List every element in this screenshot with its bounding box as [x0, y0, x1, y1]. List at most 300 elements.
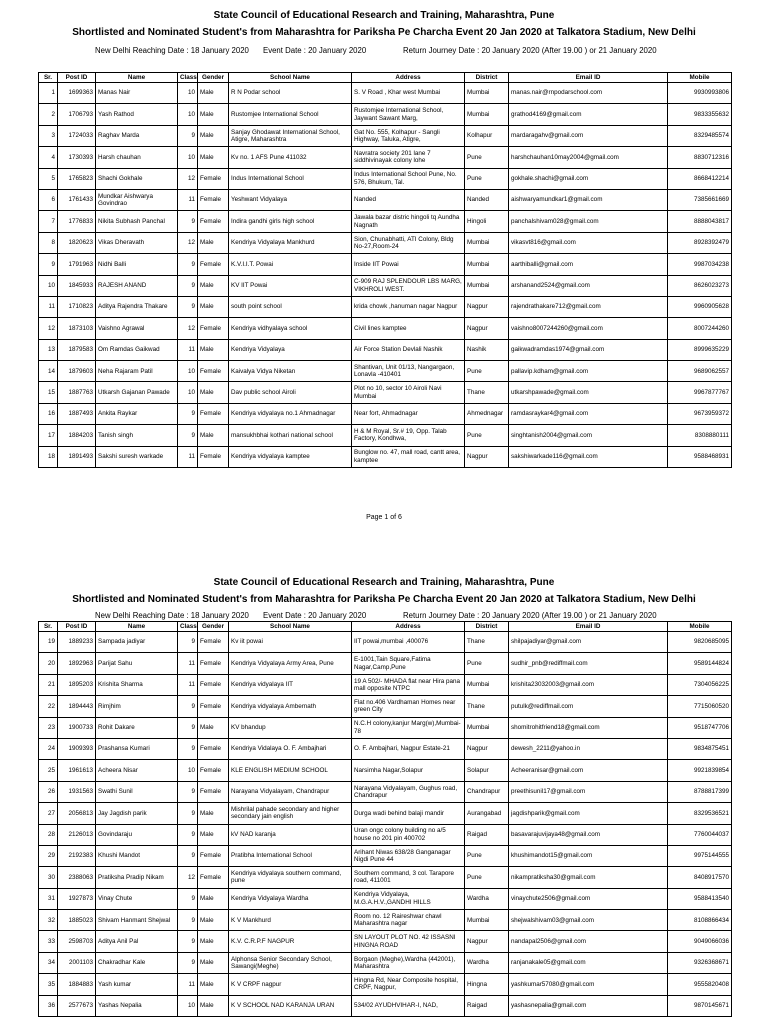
table-row: [39, 824, 732, 845]
table-cell: 9820685095: [668, 632, 732, 653]
table-cell: Kv iit powai: [229, 632, 352, 653]
table-cell: Khushi Mandot: [96, 845, 178, 866]
table-cell: 20: [39, 653, 58, 674]
table-cell: Flat no.406 Vardhaman Homes near green City: [352, 696, 465, 717]
table-cell: aishwaryamundkar1@gmail.com: [509, 189, 668, 210]
column-header: Post ID: [58, 622, 96, 632]
table-cell: Ankita Raykar: [96, 403, 178, 424]
table-cell: N.C.H colony,kanjur Marg(w),Mumbai-78: [352, 717, 465, 738]
table-cell: jagdishparik@gmail.com: [509, 803, 668, 824]
table-cell: 1887493: [58, 403, 96, 424]
table-cell: Nikita Subhash Panchal: [96, 211, 178, 232]
table-cell: Alphonsa Senior Secondary School, Sawangi(Meghe): [229, 952, 352, 973]
table-cell: 2001103: [58, 952, 96, 973]
table-cell: Male: [198, 296, 229, 317]
table-cell: 8999635229: [668, 339, 732, 360]
column-header: District: [465, 73, 509, 83]
table-cell: Navratra society 201 lane 7 siddhivinayak colony lohe: [352, 147, 465, 168]
table-cell: Male: [198, 125, 229, 146]
table-cell: 14: [39, 361, 58, 382]
column-header: Mobile: [668, 622, 732, 632]
table-cell: Male: [198, 104, 229, 125]
table-row: [39, 781, 732, 802]
table-cell: 1: [39, 83, 58, 104]
table-cell: Sanjay Ghodawat International School, Atigre, Maharashtra: [229, 125, 352, 146]
table-cell: 7385661669: [668, 189, 732, 210]
table-cell: Jay Jagdish parik: [96, 803, 178, 824]
table-cell: harshchauhan10may2004@gmail.com: [509, 147, 668, 168]
table-cell: K V SCHOOL NAD KARANJA URAN: [229, 995, 352, 1016]
table-cell: Nanded: [465, 189, 509, 210]
table-cell: mansukhbhai kothari national school: [229, 425, 352, 446]
table-cell: 12: [178, 318, 198, 339]
table-cell: utkarshpawade@gmail.com: [509, 382, 668, 403]
table-cell: vinaychute2506@gmail.com: [509, 888, 668, 909]
table-cell: Male: [198, 974, 229, 995]
column-header: Gender: [198, 622, 229, 632]
table-cell: Shachi Gokhale: [96, 168, 178, 189]
table-cell: 9: [39, 254, 58, 275]
table-cell: 1710823: [58, 296, 96, 317]
table-cell: Female: [198, 867, 229, 888]
table-cell: Kendriya vidyalaya no.1 Ahmadnagar: [229, 403, 352, 424]
table-cell: Kv no. 1 AFS Pune 411032: [229, 147, 352, 168]
table-cell: Nagpur: [465, 738, 509, 759]
table-cell: Aurangabad: [465, 803, 509, 824]
table-cell: Acheera Nisar: [96, 760, 178, 781]
table-cell: 9: [178, 275, 198, 296]
table-cell: 24: [39, 738, 58, 759]
table-cell: Kendriya Vidyalaya Wardha: [229, 888, 352, 909]
table-cell: 1931563: [58, 781, 96, 802]
table-cell: H & M Royal, Sr.# 19, Opp. Talab Factory, Kondhwa,: [352, 425, 465, 446]
table-cell: Pune: [465, 425, 509, 446]
table-cell: 9326368671: [668, 952, 732, 973]
table-cell: Female: [198, 696, 229, 717]
table-row: [39, 296, 732, 317]
table-cell: 9960905628: [668, 296, 732, 317]
table-cell: 3: [39, 125, 58, 146]
table-cell: 9975144555: [668, 845, 732, 866]
table-cell: 1730393: [58, 147, 96, 168]
table-cell: Vaishno Agrawal: [96, 318, 178, 339]
table-cell: 4: [39, 147, 58, 168]
table-cell: Ahmednagar: [465, 403, 509, 424]
table-cell: Shantivan, Unit 01/13, Nangargaon, Lonavla -410401: [352, 361, 465, 382]
table-cell: Mumbai: [465, 910, 509, 931]
table-row: [39, 104, 732, 125]
table-row: [39, 403, 732, 424]
table-cell: Harsh chauhan: [96, 147, 178, 168]
table-cell: O. F. Ambajhari, Nagpur Estate-21: [352, 738, 465, 759]
table-cell: 10: [39, 275, 58, 296]
table-cell: KLE ENGLISH MEDIUM SCHOOL: [229, 760, 352, 781]
table-row: [39, 125, 732, 146]
table-cell: 1845933: [58, 275, 96, 296]
table-row: [39, 845, 732, 866]
table-cell: yashasnepalia@gmail.com: [509, 995, 668, 1016]
table-cell: 8408917570: [668, 867, 732, 888]
column-header: Address: [352, 622, 465, 632]
table-cell: 9967877767: [668, 382, 732, 403]
table-cell: Wardha: [465, 888, 509, 909]
table-cell: 11: [178, 674, 198, 695]
table-cell: Male: [198, 232, 229, 253]
table-cell: Kaivalya Vidya Niketan: [229, 361, 352, 382]
table-cell: 2126013: [58, 824, 96, 845]
table-cell: 9: [178, 632, 198, 653]
table-cell: Mumbai: [465, 83, 509, 104]
table-header: [39, 622, 732, 632]
table-cell: basavarajuvijaya48@gmail.com: [509, 824, 668, 845]
table-cell: 12: [39, 318, 58, 339]
table-row: [39, 952, 732, 973]
table-cell: 19 A 502/- MHADA flat near Hira pana mall opposite NTPC: [352, 674, 465, 695]
table-cell: Rohit Dakare: [96, 717, 178, 738]
table-cell: Kendriya Vidyalaya: [229, 339, 352, 360]
table-cell: singhtanish2004@gmail.com: [509, 425, 668, 446]
table-cell: 8108866434: [668, 910, 732, 931]
table-cell: 17: [39, 425, 58, 446]
table-row: [39, 696, 732, 717]
table-cell: 30: [39, 867, 58, 888]
table-cell: 9555820408: [668, 974, 732, 995]
table-cell: Hingna Rd, Near Composite hospital, CRPF, Nagpur,: [352, 974, 465, 995]
table-cell: 1892963: [58, 653, 96, 674]
return-date: Return Journey Date : 20 January 2020 (After 19.00 ) or 21 January 2020: [403, 46, 657, 55]
table-row: [39, 738, 732, 759]
table-cell: 9: [178, 952, 198, 973]
table-cell: Male: [198, 717, 229, 738]
table-cell: Manas Nair: [96, 83, 178, 104]
table-cell: Narayana Vidyalayam, Chandrapur: [229, 781, 352, 802]
table-cell: Jawala bazar distric hingoli tq Aundha Nagnath: [352, 211, 465, 232]
table-cell: Yash kumar: [96, 974, 178, 995]
table-cell: K.V. C.R.P.F NAGPUR: [229, 931, 352, 952]
column-header: Class: [178, 73, 198, 83]
table-cell: Indus International School: [229, 168, 352, 189]
table-row: [39, 446, 732, 467]
table-cell: 9833355632: [668, 104, 732, 125]
table-cell: Male: [198, 910, 229, 931]
table-body: [39, 83, 732, 468]
table-cell: 1699363: [58, 83, 96, 104]
table-cell: Rustomjee International School: [229, 104, 352, 125]
table-cell: E-1001,Tain Square,Fatima Nagar,Camp,Pune: [352, 653, 465, 674]
table-row: [39, 211, 732, 232]
table-body: [39, 632, 732, 1017]
table-cell: 28: [39, 824, 58, 845]
table-cell: Female: [198, 632, 229, 653]
table-cell: 11: [178, 653, 198, 674]
page-subtitle: Shortlisted and Nominated Student's from Maharashtra for Pariksha Pe Charcha Event 20 Jan 2020 at Talkatora Stadium, New Delhi: [72, 27, 696, 38]
table-cell: 5: [39, 168, 58, 189]
event-date: Event Date : 20 January 2020: [263, 611, 367, 620]
table-cell: 9: [178, 125, 198, 146]
table-cell: 1889233: [58, 632, 96, 653]
table-cell: Hingoli: [465, 211, 509, 232]
table-cell: Utkarsh Gajanan Pawade: [96, 382, 178, 403]
table-row: [39, 910, 732, 931]
table-cell: 27: [39, 803, 58, 824]
table-row: [39, 632, 732, 653]
table-cell: Mumbai: [465, 674, 509, 695]
table-cell: Arihant Niwas 638/28 Ganganagar Nigdi Pune 44: [352, 845, 465, 866]
table-cell: 8788817399: [668, 781, 732, 802]
table-cell: Inside IIT Powai: [352, 254, 465, 275]
table-cell: 1791963: [58, 254, 96, 275]
table-cell: Prashansa Kumari: [96, 738, 178, 759]
table-cell: Nidhi Balli: [96, 254, 178, 275]
table-cell: 8308880111: [668, 425, 732, 446]
table-cell: manas.nair@rnpodarschool.com: [509, 83, 668, 104]
table-cell: Yeshwant Vidyalaya: [229, 189, 352, 210]
column-header: Email ID: [509, 73, 668, 83]
table-row: [39, 254, 732, 275]
table-cell: krida chowk ,hanuman nagar Nagpur: [352, 296, 465, 317]
table-cell: kV NAD karanja: [229, 824, 352, 845]
table-cell: Female: [198, 738, 229, 759]
table-cell: 8007244260: [668, 318, 732, 339]
return-date: Return Journey Date : 20 January 2020 (After 19.00 ) or 21 January 2020: [403, 611, 657, 620]
table-cell: 8329485574: [668, 125, 732, 146]
table-cell: Male: [198, 339, 229, 360]
table-cell: Male: [198, 952, 229, 973]
table-cell: 9987034238: [668, 254, 732, 275]
table-row: [39, 189, 732, 210]
table-cell: Indira gandhi girls high school: [229, 211, 352, 232]
table-cell: 9589144824: [668, 653, 732, 674]
table-cell: 7715060520: [668, 696, 732, 717]
table-cell: Female: [198, 653, 229, 674]
table-cell: 1873103: [58, 318, 96, 339]
table-cell: Mundkar Aishwarya Govindrao: [96, 189, 178, 210]
table-cell: 8888043817: [668, 211, 732, 232]
students-table: [38, 621, 732, 1017]
table-cell: Kendriya vidyalaya IIT: [229, 674, 352, 695]
table-cell: 9: [178, 781, 198, 802]
table-row: [39, 147, 732, 168]
column-header: Gender: [198, 73, 229, 83]
table-cell: 12: [178, 168, 198, 189]
table-cell: Male: [198, 83, 229, 104]
table-cell: 11: [178, 974, 198, 995]
table-cell: Aditya Anil Pal: [96, 931, 178, 952]
table-cell: 1885023: [58, 910, 96, 931]
table-cell: rajendrathakare712@gmail.com: [509, 296, 668, 317]
table-cell: 10: [178, 147, 198, 168]
table-cell: Mumbai: [465, 104, 509, 125]
table-cell: 9921839854: [668, 760, 732, 781]
table-row: [39, 760, 732, 781]
table-cell: Mumbai: [465, 275, 509, 296]
table-cell: IIT powai,mumbai ,400076: [352, 632, 465, 653]
table-cell: 1776833: [58, 211, 96, 232]
column-header: Sr.: [39, 73, 58, 83]
table-cell: 29: [39, 845, 58, 866]
table-row: [39, 995, 732, 1016]
table-cell: 2056813: [58, 803, 96, 824]
table-cell: 2598703: [58, 931, 96, 952]
table-cell: Nagpur: [465, 318, 509, 339]
table-cell: Southern command, 3 col. Tarapore road, 411001: [352, 867, 465, 888]
table-cell: Aditya Rajendra Thakare: [96, 296, 178, 317]
table-cell: Nanded: [352, 189, 465, 210]
table-cell: 10: [178, 382, 198, 403]
table-cell: 8830712316: [668, 147, 732, 168]
reaching-date: New Delhi Reaching Date : 18 January 2020: [95, 46, 249, 55]
table-cell: 7: [39, 211, 58, 232]
table-cell: Male: [198, 824, 229, 845]
table-cell: R N Podar school: [229, 83, 352, 104]
table-cell: 18: [39, 446, 58, 467]
table-cell: Raigad: [465, 995, 509, 1016]
table-cell: shilpajadiyar@gmail.com: [509, 632, 668, 653]
table-cell: Kendriya vidyalaya southern command, pune: [229, 867, 352, 888]
table-cell: Pune: [465, 653, 509, 674]
table-cell: Chandrapur: [465, 781, 509, 802]
table-cell: Narsimha Nagar,Solapur: [352, 760, 465, 781]
table-cell: KV IIT Powai: [229, 275, 352, 296]
table-cell: 9: [178, 425, 198, 446]
table-cell: shejwalshivam03@gmail.com: [509, 910, 668, 931]
table-cell: vikasvt816@gmail.com: [509, 232, 668, 253]
table-cell: Kolhapur: [465, 125, 509, 146]
table-cell: Rimjhim: [96, 696, 178, 717]
table-cell: 2388063: [58, 867, 96, 888]
table-cell: 11: [39, 296, 58, 317]
table-cell: Kendriya Vidalaya O. F. Ambajhari: [229, 738, 352, 759]
table-cell: 1706793: [58, 104, 96, 125]
table-cell: Female: [198, 168, 229, 189]
table-cell: 9: [178, 403, 198, 424]
table-cell: Sampada jadiyar: [96, 632, 178, 653]
table-cell: 9: [178, 910, 198, 931]
table-cell: 23: [39, 717, 58, 738]
table-cell: 1724033: [58, 125, 96, 146]
table-cell: 8329536521: [668, 803, 732, 824]
table-cell: Nagpur: [465, 931, 509, 952]
table-cell: arshanand2524@gmail.com: [509, 275, 668, 296]
table-cell: Pune: [465, 168, 509, 189]
table-row: [39, 361, 732, 382]
table-cell: 9689062557: [668, 361, 732, 382]
table-cell: Kendriya Vidyalaya, M.G.A.H.V.,GANDHI HILLS: [352, 888, 465, 909]
table-cell: 11: [178, 189, 198, 210]
table-cell: 1927873: [58, 888, 96, 909]
column-header: Sr.: [39, 622, 58, 632]
table-row: [39, 382, 732, 403]
reaching-date: New Delhi Reaching Date : 18 January 2020: [95, 611, 249, 620]
table-cell: Female: [198, 781, 229, 802]
table-cell: Chakradhar Kale: [96, 952, 178, 973]
table-cell: Vikas Dheravath: [96, 232, 178, 253]
table-cell: 10: [178, 83, 198, 104]
table-cell: Female: [198, 403, 229, 424]
table-cell: Hingna: [465, 974, 509, 995]
table-cell: Borgaon (Meghe),Wardha (442001), Maharashtra: [352, 952, 465, 973]
table-cell: Female: [198, 446, 229, 467]
table-cell: 10: [178, 361, 198, 382]
table-row: [39, 232, 732, 253]
table-cell: Shivam Hanmant Shejwal: [96, 910, 178, 931]
table-cell: 26: [39, 781, 58, 802]
table-cell: Vinay Chute: [96, 888, 178, 909]
table-cell: 9: [178, 888, 198, 909]
table-cell: Mishrilal pahade secondary and higher secondary jain english: [229, 803, 352, 824]
table-cell: 9673959372: [668, 403, 732, 424]
table-cell: 1879583: [58, 339, 96, 360]
table-cell: Kendriya vidhyalaya school: [229, 318, 352, 339]
table-cell: 1895203: [58, 674, 96, 695]
table-cell: 8: [39, 232, 58, 253]
table-cell: 25: [39, 760, 58, 781]
table-cell: 13: [39, 339, 58, 360]
table-cell: Female: [198, 318, 229, 339]
table-cell: 534/02 AYUDHVIHAR-I, NAD,: [352, 995, 465, 1016]
table-cell: Kendriya Vidyalaya Army Area, Pune: [229, 653, 352, 674]
table-cell: 34: [39, 952, 58, 973]
table-cell: Mumbai: [465, 232, 509, 253]
table-cell: 1894443: [58, 696, 96, 717]
table-cell: 10: [178, 104, 198, 125]
table-cell: K.V.I.I.T. Powai: [229, 254, 352, 275]
table-cell: Male: [198, 931, 229, 952]
table-cell: 9: [178, 803, 198, 824]
table-cell: Nagpur: [465, 446, 509, 467]
table-cell: Air Force Station Devlali Nashik: [352, 339, 465, 360]
table-cell: 9870145671: [668, 995, 732, 1016]
table-cell: Female: [198, 361, 229, 382]
table-cell: 9: [178, 696, 198, 717]
table-cell: Yash Rathod: [96, 104, 178, 125]
column-header: Address: [352, 73, 465, 83]
table-cell: south point school: [229, 296, 352, 317]
column-header: Name: [96, 622, 178, 632]
table-cell: 9834875451: [668, 738, 732, 759]
table-cell: Govindaraju: [96, 824, 178, 845]
table-cell: Female: [198, 211, 229, 232]
table-cell: khushimandot15@gmail.com: [509, 845, 668, 866]
table-cell: 9: [178, 296, 198, 317]
table-row: [39, 318, 732, 339]
table-cell: SN LAYOUT PLOT NO. 42 ISSASNI HINGNA ROAD: [352, 931, 465, 952]
table-cell: 9: [178, 824, 198, 845]
table-cell: pallavip.kdham@gmail.com: [509, 361, 668, 382]
table-cell: 9: [178, 717, 198, 738]
table-cell: shomitrohitfriend18@gmail.com: [509, 717, 668, 738]
table-cell: Plot no 10, sector 10 Airoli Navi Mumbai: [352, 382, 465, 403]
table-cell: 1900733: [58, 717, 96, 738]
table-cell: Kendriya vidyalaya kamptee: [229, 446, 352, 467]
column-header: Mobile: [668, 73, 732, 83]
table-cell: Yashas Nepalia: [96, 995, 178, 1016]
table-cell: Sion, Chunabhatti, ATI Colony, Bldg No-27,Room-24: [352, 232, 465, 253]
table-cell: preethisunil17@gmail.com: [509, 781, 668, 802]
table-cell: nandapal2506@gmail.com: [509, 931, 668, 952]
table-cell: 36: [39, 995, 58, 1016]
table-cell: 2: [39, 104, 58, 125]
table-cell: aarthiballi@gmail.com: [509, 254, 668, 275]
table-cell: Female: [198, 254, 229, 275]
table-cell: Room no. 12 Raireshwar chawl Maharashtra nagar: [352, 910, 465, 931]
table-cell: C-909 RAJ SPLENDOUR LBS MARG, VIKHROLI WEST.: [352, 275, 465, 296]
table-row: [39, 674, 732, 695]
table-cell: 9588413540: [668, 888, 732, 909]
table-cell: Raghav Marda: [96, 125, 178, 146]
table-cell: 1820623: [58, 232, 96, 253]
table-cell: 7760044037: [668, 824, 732, 845]
